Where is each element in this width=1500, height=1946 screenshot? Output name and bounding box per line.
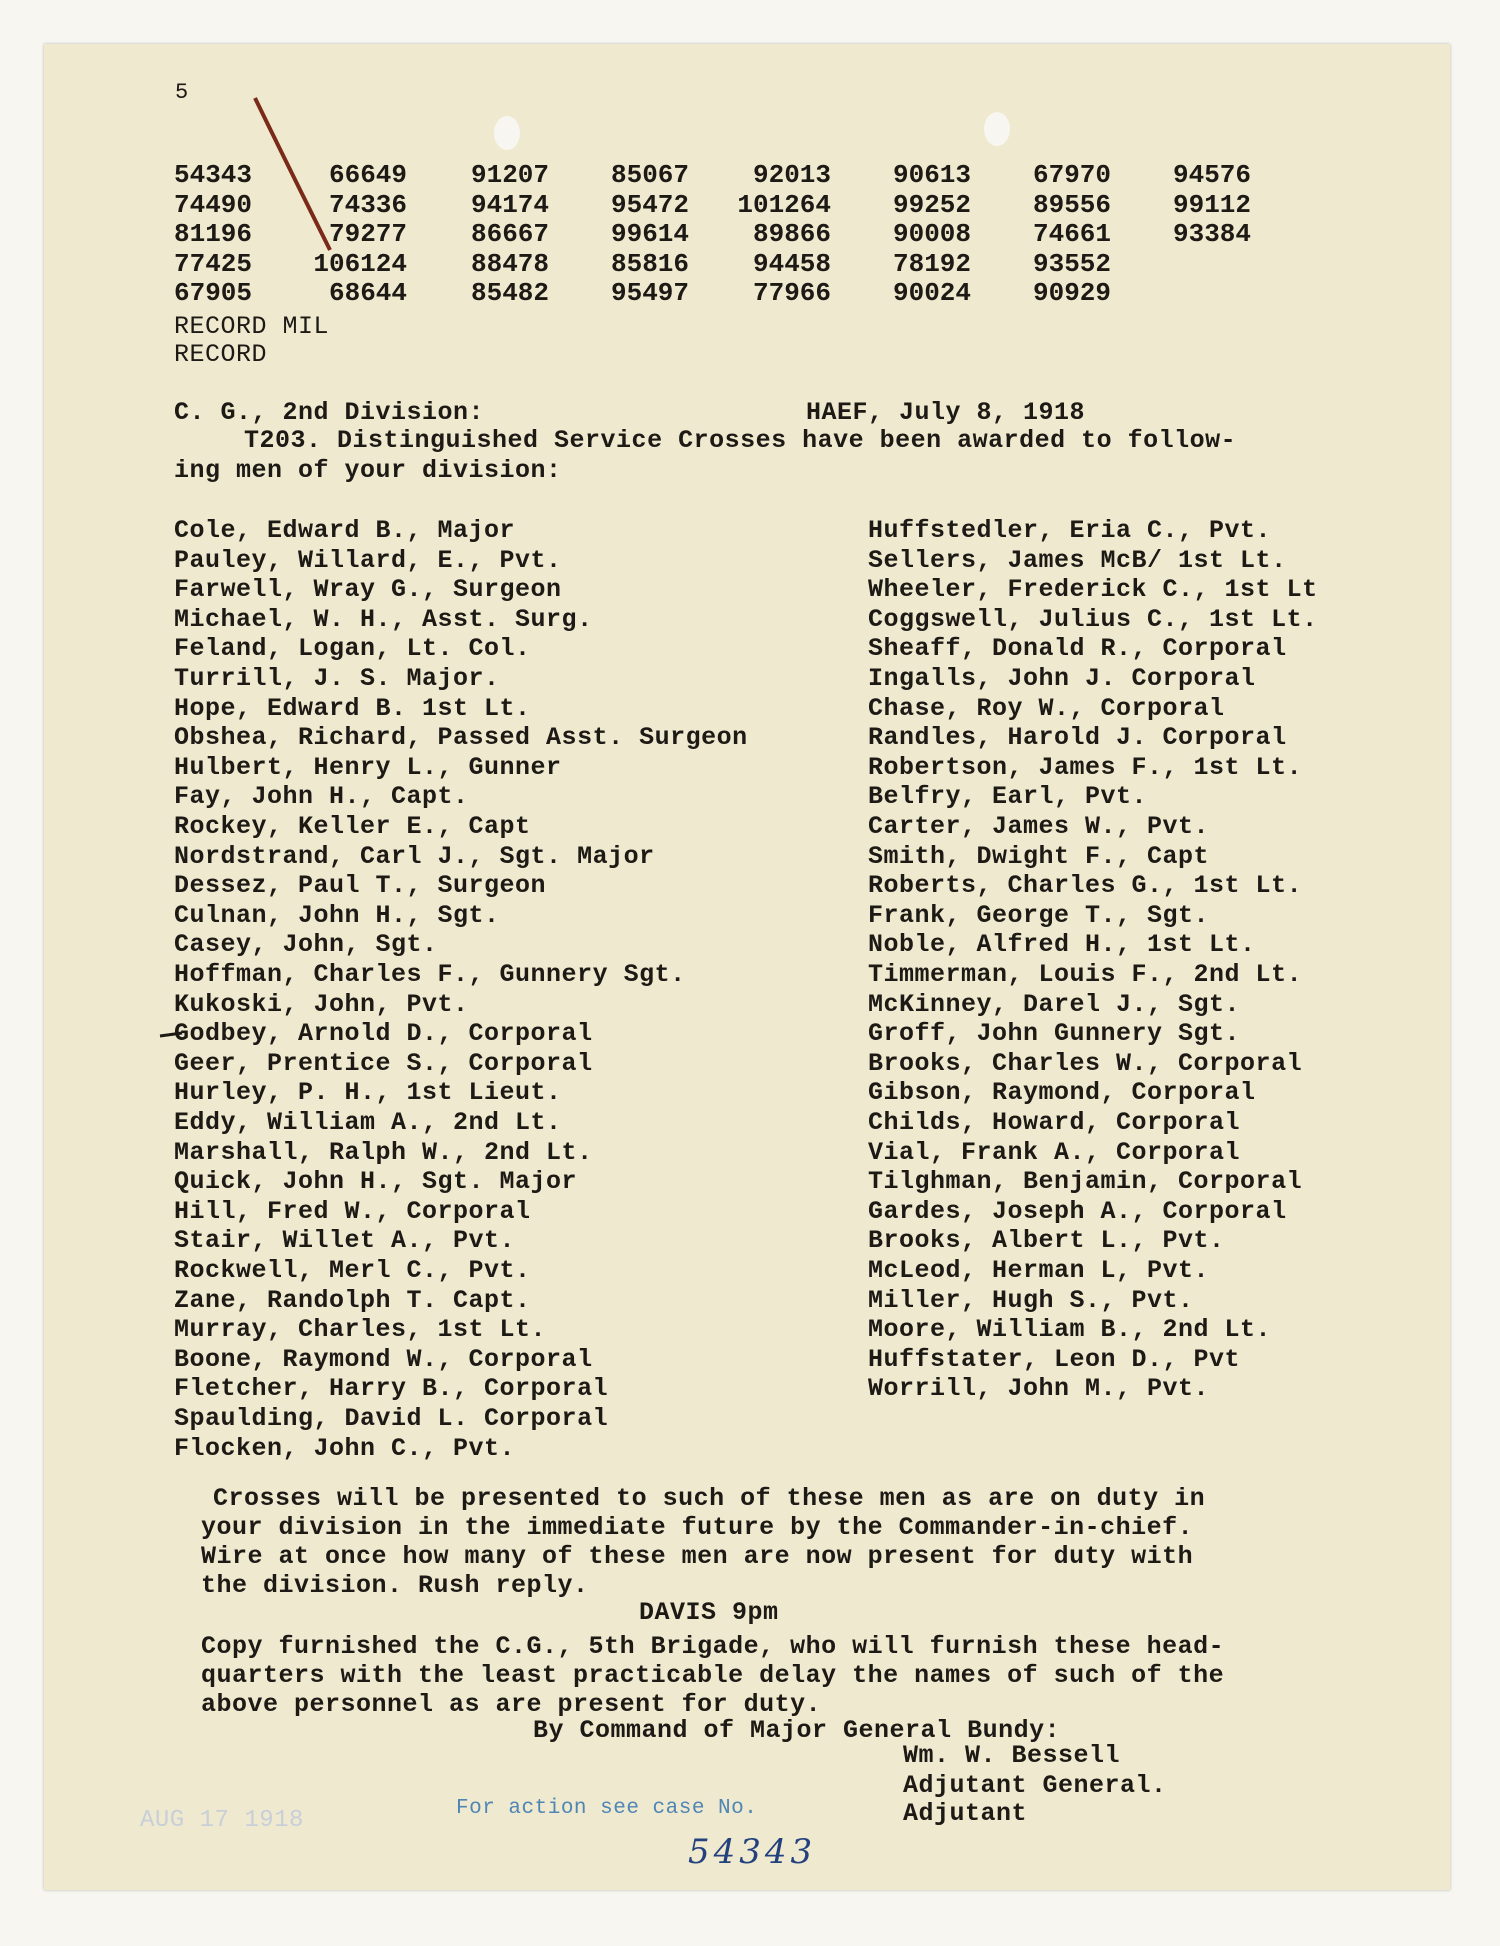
case-number: 99252 (892, 189, 971, 220)
awardee-name: Robertson, James F., 1st Lt. (868, 752, 1303, 782)
awardee-name: Hulbert, Henry L., Gunner (174, 752, 562, 782)
awardee-name: McKinney, Darel J., Sgt. (868, 989, 1241, 1019)
awardee-name: Huffstedler, Eria C., Pvt. (868, 516, 1272, 545)
handwritten-case-number: 54343 (688, 1832, 817, 1872)
intro-line: ing men of your division: (174, 456, 562, 485)
case-number: 66649 (328, 160, 407, 190)
awardee-name: Quick, John H., Sgt. Major (174, 1167, 578, 1197)
origin-date: HAEF, July 8, 1918 (806, 398, 1086, 427)
awardee-name: Randles, Harold J. Corporal (868, 723, 1287, 753)
awardee-name: Obshea, Richard, Passed Asst. Surgeon (174, 723, 748, 753)
case-number: 106124 (313, 248, 407, 279)
case-number: 77966 (752, 278, 831, 308)
case-number: 67905 (173, 278, 252, 308)
page-number: 5 (175, 80, 189, 105)
awardee-name: Belfry, Earl, Pvt. (868, 782, 1148, 812)
signature-title: Adjutant (903, 1799, 1028, 1828)
awardee-name: Farwell, Wray G., Surgeon (174, 575, 562, 605)
case-number: 99614 (610, 219, 689, 249)
body-line: Crosses will be presented to such of these men as are on duty in (213, 1484, 1206, 1513)
awardee-name: Miller, Hugh S., Pvt. (868, 1285, 1194, 1315)
case-number: 85067 (610, 160, 689, 190)
case-number: 85482 (470, 278, 549, 308)
case-number: 90929 (1032, 278, 1111, 308)
case-number: 94174 (470, 189, 549, 220)
awardee-name: Gardes, Joseph A., Corporal (868, 1196, 1287, 1226)
case-number: 74490 (173, 189, 252, 220)
case-number: 95472 (610, 189, 689, 220)
awardee-name: Boone, Raymond W., Corporal (174, 1344, 593, 1374)
case-number: 81196 (173, 219, 252, 249)
awardee-name: Michael, W. H., Asst. Surg. (174, 604, 593, 634)
awardee-name: Hoffman, Charles F., Gunnery Sgt. (174, 960, 686, 989)
awardee-name: Moore, William B., 2nd Lt. (868, 1315, 1272, 1345)
case-number: 74661 (1032, 219, 1111, 249)
case-number: 101264 (737, 189, 831, 220)
awardee-name: Ingalls, John J. Corporal (868, 664, 1256, 693)
intro-line: T203. Distinguished Service Crosses have been awarded to follow- (244, 426, 1237, 455)
case-number: 93552 (1032, 248, 1111, 279)
copy-line: Copy furnished the C.G., 5th Brigade, who will furnish these head- (201, 1632, 1225, 1661)
awardee-name: Timmerman, Louis F., 2nd Lt. (868, 960, 1303, 989)
awardee-name: Nordstrand, Carl J., Sgt. Major (174, 841, 655, 871)
case-number: 90024 (892, 278, 971, 308)
sender: DAVIS 9pm (639, 1598, 779, 1627)
case-number: 90008 (892, 219, 971, 249)
awardee-name: Feland, Logan, Lt. Col. (174, 634, 531, 664)
awardee-name: Marshall, Ralph W., 2nd Lt. (174, 1137, 593, 1167)
awardee-name: Gibson, Raymond, Corporal (868, 1078, 1256, 1108)
body-line: Wire at once how many of these men are now present for duty with (201, 1542, 1194, 1571)
command-line: By Command of Major General Bundy: (533, 1716, 1061, 1745)
awardee-name: Brooks, Albert L., Pvt. (868, 1226, 1225, 1256)
awardee-name: Childs, Howard, Corporal (868, 1108, 1241, 1137)
signature-title: Adjutant General. (903, 1771, 1167, 1800)
case-number: 78192 (892, 248, 971, 279)
case-number: 68644 (328, 278, 407, 308)
awardee-name: Spaulding, David L. Corporal (174, 1404, 609, 1433)
case-number: 92013 (752, 160, 831, 190)
case-number: 94458 (752, 248, 831, 279)
copy-line: above personnel as are present for duty. (201, 1690, 822, 1719)
awardee-name: Sellers, James McB/ 1st Lt. (868, 545, 1287, 575)
awardee-name: Turrill, J. S. Major. (174, 664, 500, 693)
case-number: 54343 (173, 160, 252, 190)
awardee-name: Geer, Prentice S., Corporal (174, 1048, 593, 1078)
awardee-name: Wheeler, Frederick C., 1st Lt (868, 575, 1318, 605)
awardee-name: Flocken, John C., Pvt. (174, 1433, 516, 1463)
awardee-name: Rockey, Keller E., Capt (174, 812, 531, 841)
action-stamp: For action see case No. (456, 1797, 758, 1820)
awardee-name: Eddy, William A., 2nd Lt. (174, 1108, 562, 1137)
awardee-name: Brooks, Charles W., Corporal (868, 1048, 1303, 1078)
body-line: your division in the immediate future by the Commander-in-chief. (201, 1513, 1194, 1542)
body-line: the division. Rush reply. (201, 1571, 589, 1600)
awardee-name: Noble, Alfred H., 1st Lt. (868, 930, 1256, 960)
awardee-name: Hope, Edward B. 1st Lt. (174, 693, 531, 723)
awardee-name: Fletcher, Harry B., Corporal (174, 1374, 609, 1404)
awardee-name: Godbey, Arnold D., Corporal (174, 1019, 593, 1049)
awardee-name: Coggswell, Julius C., 1st Lt. (868, 604, 1318, 634)
case-number: 77425 (173, 248, 252, 279)
awardee-name: Carter, James W., Pvt. (868, 812, 1210, 841)
awardee-name: Pauley, Willard, E., Pvt. (174, 545, 562, 575)
awardee-name: Vial, Frank A., Corporal (868, 1137, 1241, 1167)
awardee-name: Casey, John, Sgt. (174, 930, 438, 960)
awardee-name: Roberts, Charles G., 1st Lt. (868, 871, 1303, 901)
date-stamp: AUG 17 1918 (140, 1807, 304, 1834)
awardee-name: Cole, Edward B., Major (174, 516, 516, 545)
case-number: 79277 (328, 219, 407, 249)
case-number: 90613 (892, 160, 971, 190)
awardee-name: Zane, Randolph T. Capt. (174, 1285, 531, 1315)
case-number: 74336 (328, 189, 407, 220)
awardee-name: Kukoski, John, Pvt. (174, 989, 469, 1019)
case-number: 99112 (1172, 189, 1251, 220)
case-number: 94576 (1172, 160, 1251, 190)
awardee-name: Stair, Willet A., Pvt. (174, 1226, 516, 1256)
awardee-name: Frank, George T., Sgt. (868, 900, 1210, 930)
record-line: RECORD (174, 340, 268, 369)
awardee-name: Fay, John H., Capt. (174, 782, 469, 812)
copy-line: quarters with the least practicable delay the names of such of the (201, 1661, 1225, 1690)
awardee-name: Groff, John Gunnery Sgt. (868, 1019, 1241, 1049)
case-number: 91207 (470, 160, 549, 190)
awardee-name: Tilghman, Benjamin, Corporal (868, 1167, 1303, 1197)
case-number: 85816 (610, 248, 689, 279)
awardee-name: Dessez, Paul T., Surgeon (174, 871, 547, 901)
awardee-name: Worrill, John M., Pvt. (868, 1374, 1210, 1404)
record-line: RECORD MIL (174, 312, 330, 341)
case-number: 89556 (1032, 189, 1111, 220)
addressee: C. G., 2nd Division: (174, 398, 485, 427)
case-number: 88478 (470, 248, 549, 279)
awardee-name: Smith, Dwight F., Capt (868, 841, 1210, 871)
case-number: 93384 (1172, 219, 1251, 249)
case-number: 67970 (1032, 160, 1111, 190)
awardee-name: McLeod, Herman L, Pvt. (868, 1256, 1210, 1285)
case-number: 95497 (610, 278, 689, 308)
awardee-name: Chase, Roy W., Corporal (868, 693, 1225, 723)
awardee-name: Sheaff, Donald R., Corporal (868, 634, 1287, 664)
awardee-name: Hill, Fred W., Corporal (174, 1196, 531, 1226)
case-number: 86667 (470, 219, 549, 249)
awardee-name: Murray, Charles, 1st Lt. (174, 1315, 547, 1345)
case-number: 89866 (752, 219, 831, 249)
awardee-name: Hurley, P. H., 1st Lieut. (174, 1078, 562, 1108)
awardee-name: Rockwell, Merl C., Pvt. (174, 1256, 531, 1285)
awardee-name: Culnan, John H., Sgt. (174, 900, 500, 930)
signature-name: Wm. W. Bessell (903, 1741, 1121, 1770)
awardee-name: Huffstater, Leon D., Pvt (868, 1344, 1241, 1374)
